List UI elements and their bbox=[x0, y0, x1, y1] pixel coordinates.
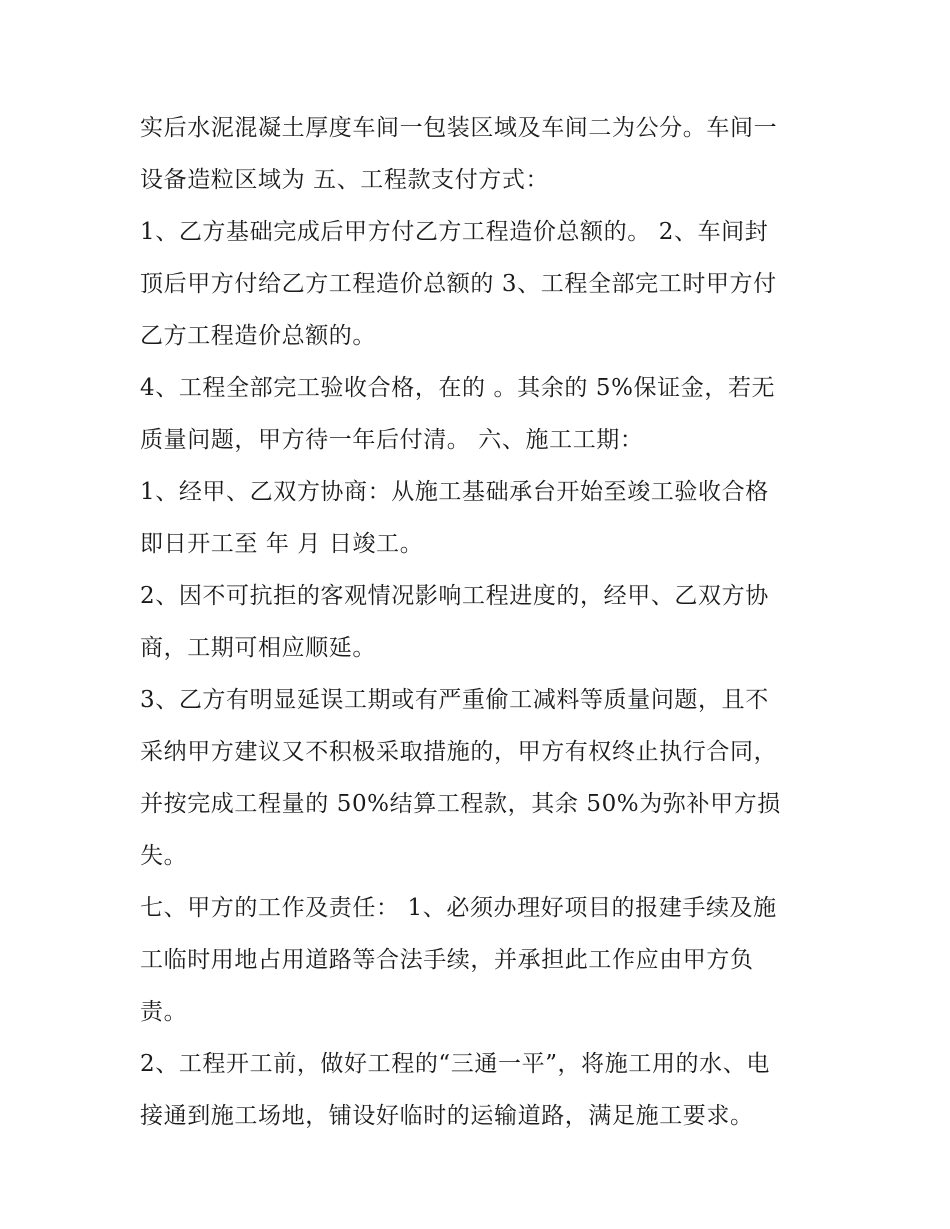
paragraph-construction-thickness bbox=[140, 102, 820, 206]
text-line: 即日开工至 年 月 日竣工。 bbox=[140, 531, 424, 557]
text-line: 并按完成工程量的 50%结算工程款，其余 50%为弥补甲方损 bbox=[140, 791, 781, 817]
text-line: 责。 bbox=[140, 999, 188, 1025]
text-line: 1、乙方基础完成后甲方付乙方工程造价总额的。 2、车间封 bbox=[140, 219, 769, 245]
text-line: 实后水泥混凝土厚度车间一包装区域及车间二为公分。车间一 bbox=[140, 115, 778, 141]
document-body bbox=[140, 102, 820, 1142]
text-line: 失。 bbox=[140, 843, 188, 869]
paragraph-site-preparation bbox=[140, 1038, 820, 1142]
text-line: 七、甲方的工作及责任： 1、必须办理好项目的报建手续及施 bbox=[140, 895, 777, 921]
text-line: 1、经甲、乙双方协商：从施工基础承台开始至竣工验收合格 bbox=[140, 479, 769, 505]
text-line: 采纳甲方建议又不积极采取措施的，甲方有权终止执行合同， bbox=[140, 739, 778, 765]
paragraph-payment-terms bbox=[140, 206, 820, 362]
paragraph-force-majeure bbox=[140, 570, 820, 674]
text-line: 接通到施工场地，铺设好临时的运输道路，满足施工要求。 bbox=[140, 1103, 754, 1129]
text-line: 质量问题，甲方待一年后付清。 六、施工工期： bbox=[140, 427, 644, 453]
paragraph-retention-deposit bbox=[140, 362, 820, 466]
paragraph-schedule-start bbox=[140, 466, 820, 570]
text-line: 工临时用地占用道路等合法手续，并承担此工作应由甲方负 bbox=[140, 947, 754, 973]
text-line: 4、工程全部完工验收合格，在的 。其余的 5%保证金，若无 bbox=[140, 375, 776, 401]
paragraph-termination bbox=[140, 674, 820, 882]
text-line: 3、乙方有明显延误工期或有严重偷工减料等质量问题，且不 bbox=[140, 687, 769, 713]
text-line: 顶后甲方付给乙方工程造价总额的 3、工程全部完工时甲方付 bbox=[140, 271, 777, 297]
paragraph-party-a-duties bbox=[140, 882, 820, 1038]
text-line: 乙方工程造价总额的。 bbox=[140, 323, 376, 349]
text-line: 2、因不可抗拒的客观情况影响工程进度的，经甲、乙双方协 bbox=[140, 583, 769, 609]
text-line: 商，工期可相应顺延。 bbox=[140, 635, 376, 661]
text-line: 设备造粒区域为 五、工程款支付方式： bbox=[140, 167, 550, 193]
text-line: 2、工程开工前，做好工程的“三通一平”，将施工用的水、电 bbox=[140, 1051, 770, 1077]
